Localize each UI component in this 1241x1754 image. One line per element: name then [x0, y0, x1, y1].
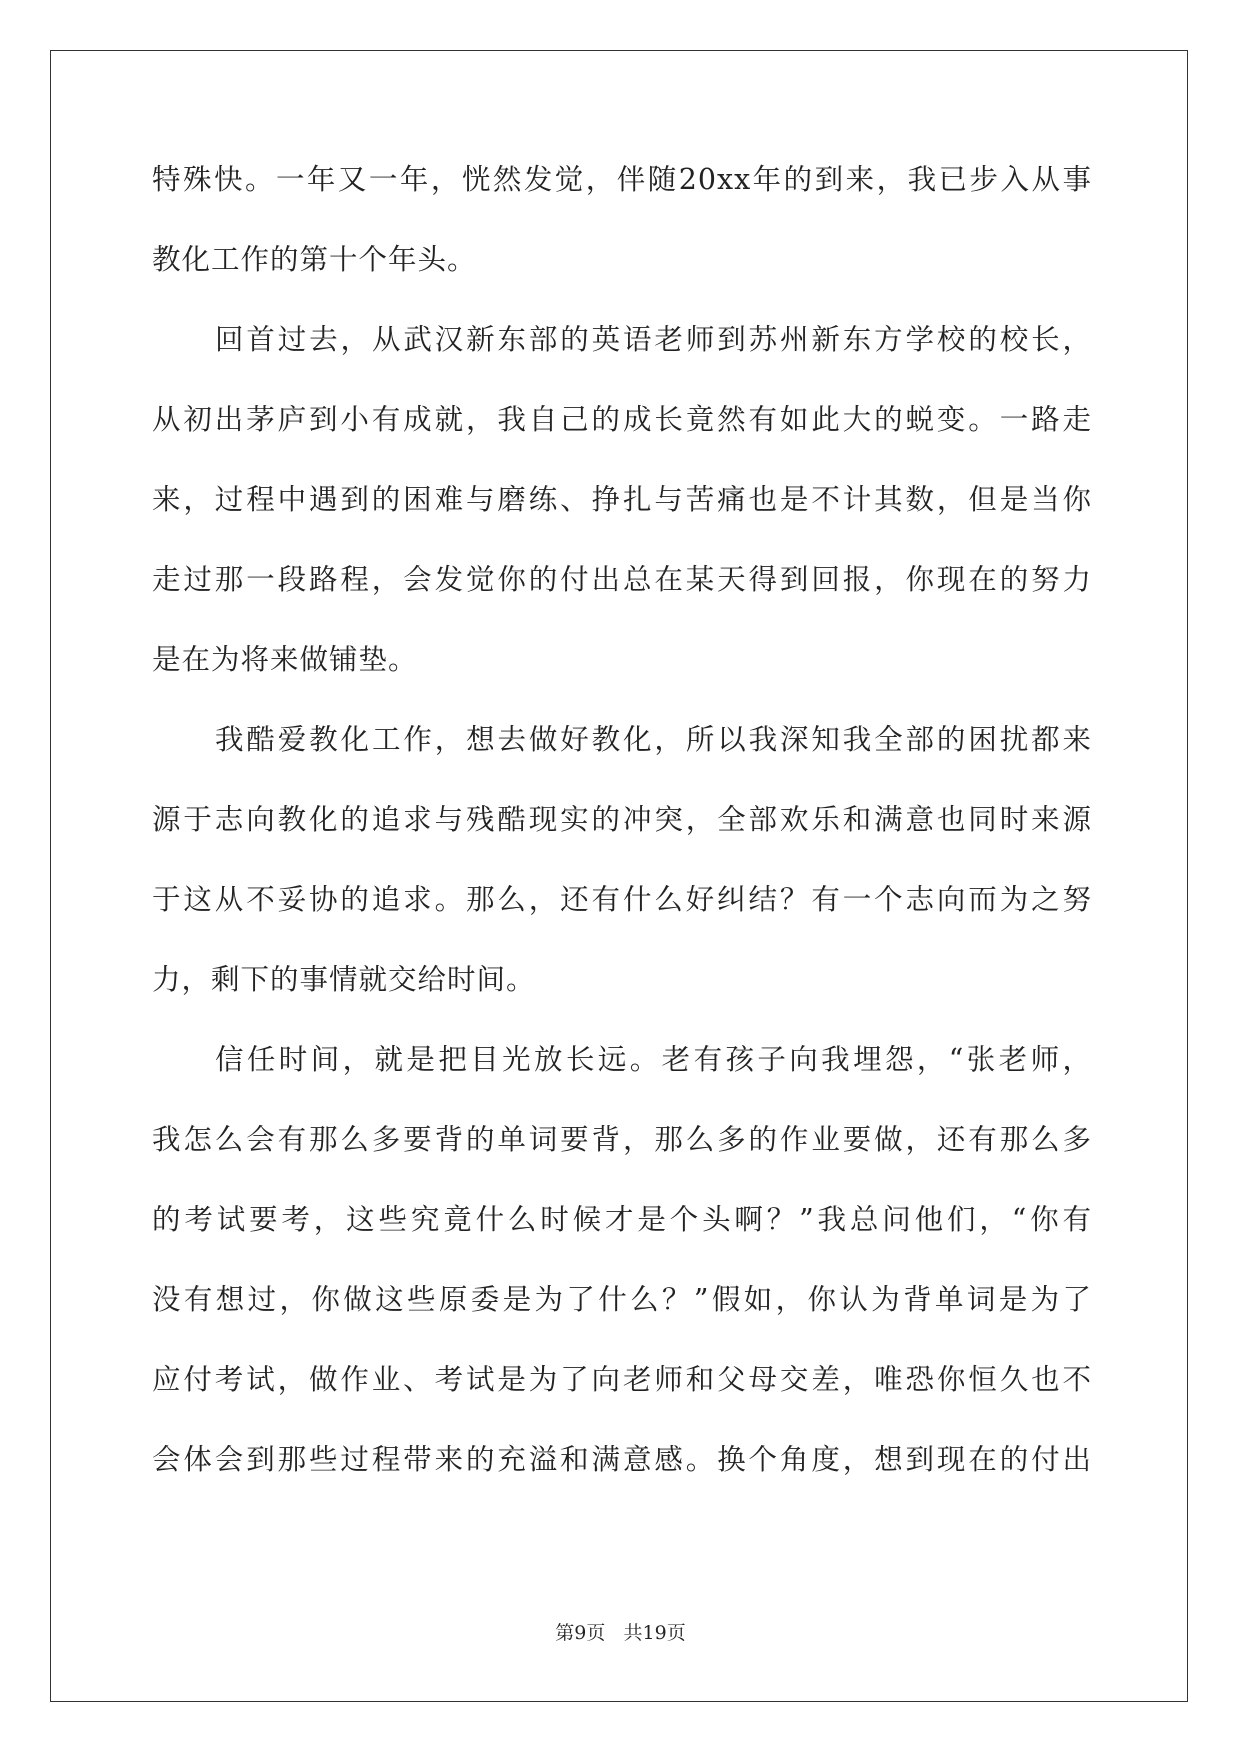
text-line: 于这从不妥协的追求。那么，还有什么好纠结？有一个志向而为之努: [152, 883, 1092, 916]
paragraph-first-line: 回首过去，从武汉新东部的英语老师到苏州新东方学校的校长，: [215, 323, 1092, 356]
text-line: 来，过程中遇到的困难与磨练、挣扎与苦痛也是不计其数，但是当你: [152, 483, 1092, 516]
text-line: 会体会到那些过程带来的充溢和满意感。换个角度，想到现在的付出: [152, 1443, 1092, 1476]
text-line: 的考试要考，这些究竟什么时候才是个头啊？”我总问他们，“你有: [152, 1203, 1092, 1236]
text-line: 是在为将来做铺垫。: [152, 643, 418, 676]
text-line: 教化工作的第十个年头。: [152, 243, 477, 276]
text-line: 力，剩下的事情就交给时间。: [152, 963, 536, 996]
text-line: 走过那一段路程，会发觉你的付出总在某天得到回报，你现在的努力: [152, 563, 1092, 596]
page-number: 第9页: [555, 1622, 606, 1644]
text-line: 特殊快。一年又一年，恍然发觉，伴随20xx年的到来，我已步入从事: [152, 163, 1092, 196]
text-line: 我怎么会有那么多要背的单词要背，那么多的作业要做，还有那么多: [152, 1123, 1092, 1156]
paragraph-first-line: 我酷爱教化工作，想去做好教化，所以我深知我全部的困扰都来: [215, 723, 1092, 756]
page-footer: [0, 1621, 1241, 1645]
paragraph-first-line: 信任时间，就是把目光放长远。老有孩子向我埋怨，“张老师，: [215, 1043, 1092, 1076]
text-line: 从初出茅庐到小有成就，我自己的成长竟然有如此大的蜕变。一路走: [152, 403, 1092, 436]
text-line: 源于志向教化的追求与残酷现实的冲突，全部欢乐和满意也同时来源: [152, 803, 1092, 836]
text-line: 没有想过，你做这些原委是为了什么？”假如，你认为背单词是为了: [152, 1283, 1092, 1316]
page-total: 共19页: [623, 1622, 686, 1644]
text-line: 应付考试，做作业、考试是为了向老师和父母交差，唯恐你恒久也不: [152, 1363, 1092, 1396]
